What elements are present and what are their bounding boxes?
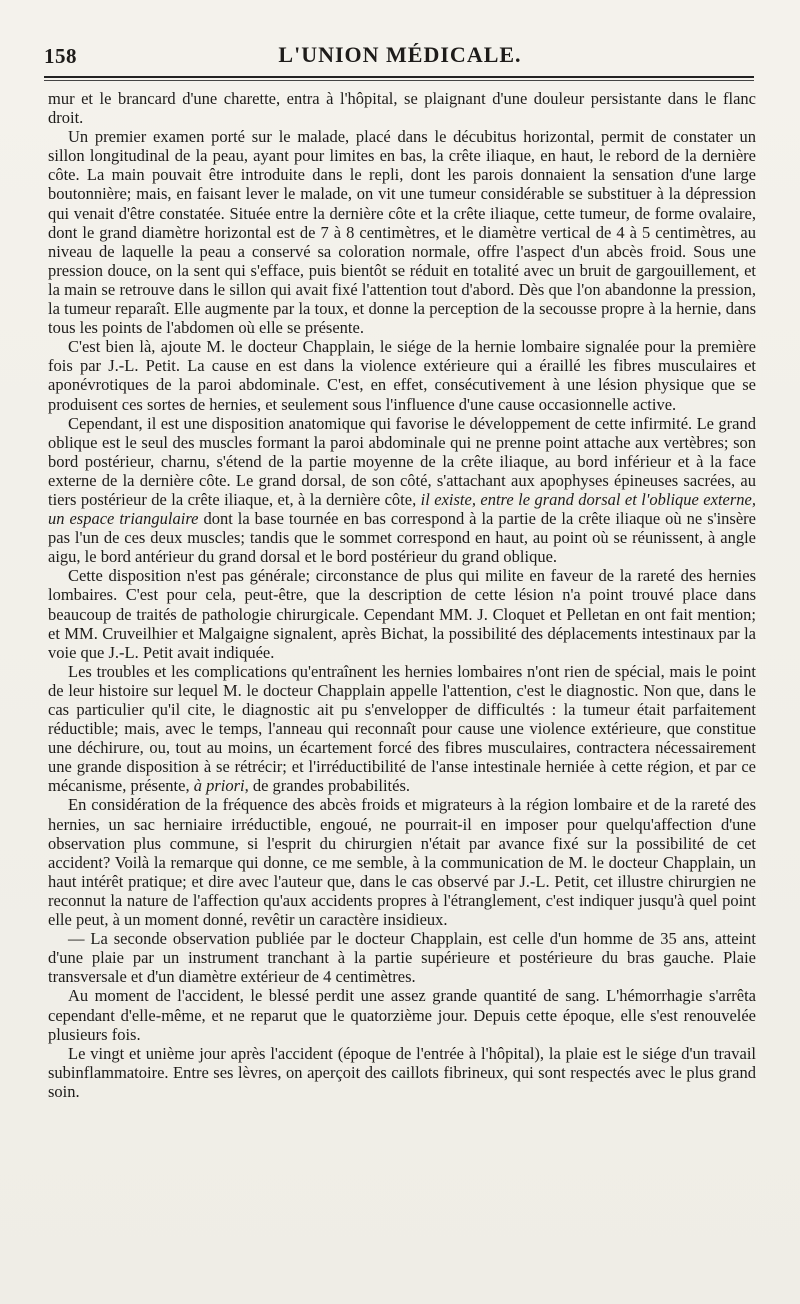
- text-segment: Les troubles et les complications qu'entraînent les hernies lombaires n'ont rien de spécial, mais le point de leur histoire sur lequel M. le docteur Chapplain appelle l'attention, c'est le diagnostic. Non que, dans le cas particulier qu'il cite, le diagnostic ait pu s'envelopper de difficultés : la tumeur était parfaitement réductible; mais, avec le temps, l'anneau qui reconnaît pour cause une violence extérieure, que constitue une déchirure, ou, tout au moins, un écartement forcé des fibres musculaires, contractera nécessairement une grande disposition à se rétrécir; et l'irréductibilité de l'anse intestinale herniée à cette région, et par ce mécanisme, présente,: [48, 661, 756, 796]
- text-segment: mur et le brancard d'une charette, entra à l'hôpital, se plaignant d'une douleur persistante dans le flanc droit.: [48, 89, 756, 128]
- paragraph: [48, 1044, 756, 1101]
- paragraph: [48, 662, 756, 796]
- paragraph: [48, 986, 756, 1043]
- header-rule-thick: [44, 76, 754, 78]
- text-segment: , de grandes probabilités.: [244, 776, 411, 796]
- text-segment: Le vingt et unième jour après l'accident (époque de l'entrée à l'hôpital), la plaie est le siége d'un travail subinflammatoire. Entre ses lèvres, on aperçoit des caillots fibrineux, qui sont respectés avec le plus grand soin.: [48, 1043, 756, 1101]
- running-title: L'UNION MÉDICALE.: [278, 42, 522, 67]
- paragraph: [48, 89, 756, 127]
- text-segment: Un premier examen porté sur le malade, placé dans le décubitus horizontal, permit de constater un sillon longitudinal de la peau, ayant pour limites en bas, la crête iliaque, en haut, le rebord de la dernière côte. La main pouvait être introduite dans le repli, dont les parois donnaient la sensation d'une large boutonnière; mais, en faisant lever le malade, on vit une tumeur considérable se substituer à la dépression qui venait d'être constatée. Située entre la dernière côte et la crête iliaque, cette tumeur, de forme ovalaire, dont le grand diamètre horizontal est de 7 à 8 centimètres, et le diamètre vertical de 4 à 5 centimètres, au niveau de laquelle la peau a conservé sa coloration normale, offre l'aspect d'un abcès froid. Sous une pression douce, on la sent qui s'efface, puis bientôt se réduit en totalité avec un bruit de gargouillement, et la main se retrouve dans le sillon qui avait fixé l'attention tout d'abord. Dès que l'on abandonne la pression, la tumeur reparaît. Elle augmente par la toux, et donne la perception de la secousse propre à la hernie, dans tous les points de l'abdomen où elle se présente.: [48, 127, 756, 338]
- text-segment: En considération de la fréquence des abcès froids et migrateurs à la région lombaire et de la rareté des hernies, un sac herniaire irréductible, engoué, ne pourrait-il en imposer pour quelqu'affection d'une observation plus commune, si l'esprit du chirurgien n'était par avance fixé sur la possibilité de cet accident? Voilà la remarque qui donne, ce me semble, à la communication de M. le docteur Chapplain, un haut intérêt pratique; et dire avec l'auteur que, dans le cas observé par J.-L. Petit, cet illustre chirurgien ne reconnut la nature de l'affection qu'aux accidents propres à l'étranglement, c'est indiquer jusqu'à quel point elle peut, à un moment donné, revêtir un caractère insidieux.: [48, 795, 756, 930]
- paragraph: [48, 566, 756, 661]
- paragraph: [48, 929, 756, 986]
- text-segment: Au moment de l'accident, le blessé perdit une assez grande quantité de sang. L'hémorrhagie s'arrêta cependant d'elle-même, et ne reparut que le quatorzième jour. Depuis cette époque, elle s'est renouvelée plusieurs fois.: [48, 986, 756, 1044]
- text-segment: dont la base tournée en bas correspond à la partie de la crête iliaque où ne s'insère pas l'un de ces deux muscles; tandis que le sommet correspond en haut, au point où se réunissent, à angle aigu, le bord antérieur du grand dorsal et le bord postérieur du grand oblique.: [48, 509, 756, 567]
- paragraph: [48, 127, 756, 337]
- page-header: [44, 38, 756, 72]
- text-segment: C'est bien là, ajoute M. le docteur Chapplain, le siége de la hernie lombaire signalée pour la première fois par J.-L. Petit. La cause en est dans la violence extérieure qui a éraillé les fibres musculaires et aponévrotiques de la paroi abdominale. C'est, en effet, consécutivement à une lésion physique que se produisent ces sortes de hernies, et seulement sous l'influence d'une cause occasionnelle active.: [48, 337, 756, 414]
- paragraph: [48, 414, 756, 567]
- text-segment: — La seconde observation publiée par le docteur Chapplain, est celle d'un homme de 35 ans, atteint d'une plaie par un instrument tranchant à la partie supérieure et postérieure du bras gauche. Plaie transversale et d'un diamètre extérieur de 4 centimètres.: [48, 929, 756, 987]
- body-text: [48, 89, 756, 1101]
- text-segment: Cette disposition n'est pas générale; circonstance de plus qui milite en faveur de la rareté des hernies lombaires. C'est pour cela, peut-être, que la description de cette lésion n'a point trouvé place dans beaucoup de traités de pathologie chirurgicale. Cependant MM. J. Cloquet et Pelletan en ont fait mention; et MM. Cruveilhier et Malgaigne signalent, après Bichat, la possibilité des déplacements intestinaux par la voie que J.-L. Petit avait indiquée.: [48, 566, 756, 662]
- paragraph: [48, 337, 756, 413]
- italic-text-segment: à priori: [193, 776, 245, 796]
- text-segment: Cependant, il est une disposition anatomique qui favorise le développement de cette infirmité. Le grand oblique est le seul des muscles formant la paroi abdominale qui ne prenne point attache aux vertèbres; son bord postérieur, charnu, s'étend de la partie moyenne de la crête iliaque, au bord inférieur et à la face externe de la dernière côte. Le grand dorsal, de son côté, s'attachant aux apophyses épineuses sacrées, au tiers postérieur de la crête iliaque, et, à la dernière côte,: [48, 413, 756, 509]
- paragraph: [48, 795, 756, 929]
- header-rule-thin: [44, 80, 754, 81]
- italic-text-segment: il existe, entre le grand dorsal et l'oblique externe, un espace triangulaire: [48, 489, 756, 529]
- page-number: 158: [44, 44, 77, 68]
